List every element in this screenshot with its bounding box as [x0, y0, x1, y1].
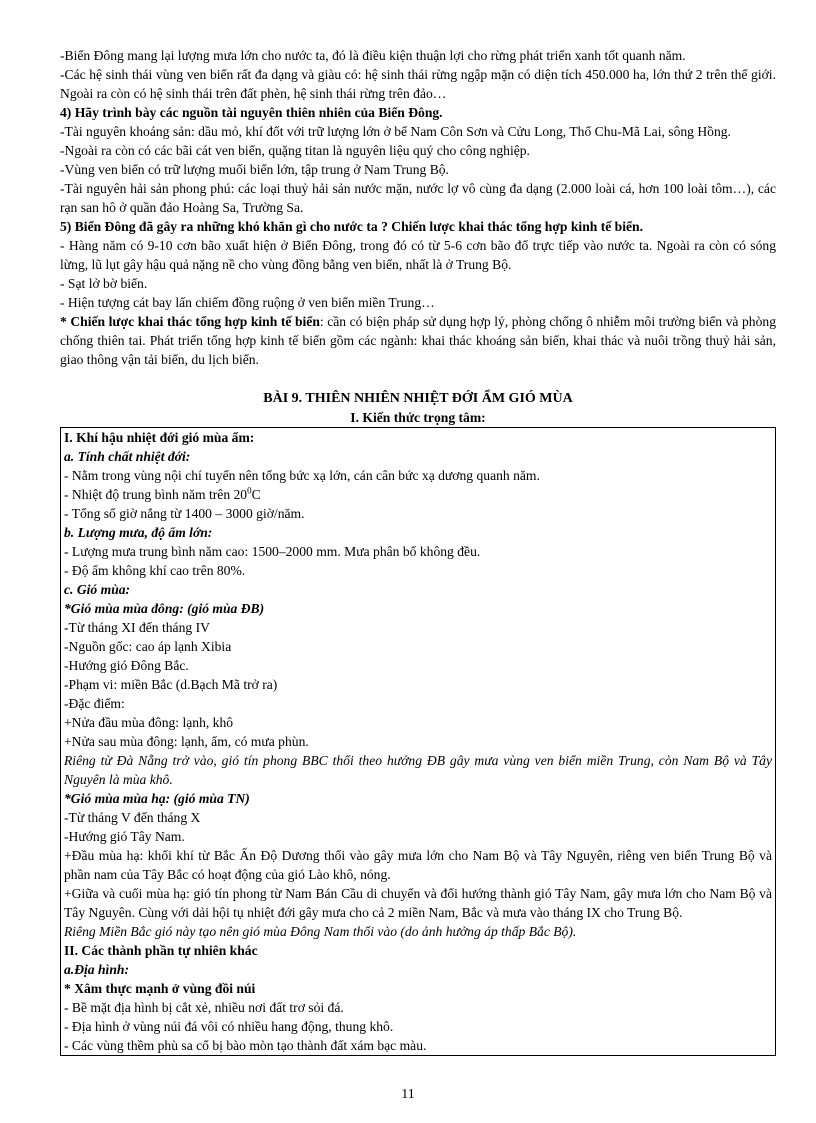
superscript: 0 — [247, 485, 252, 496]
subsection-heading: a. Tính chất nhiệt đới: — [64, 449, 191, 464]
list-item: -Phạm vi: miền Bắc (d.Bạch Mã trở ra) — [64, 677, 278, 692]
paragraph: -Tài nguyên khoáng sản: dầu mỏ, khí đốt với trữ lượng lớn ở bể Nam Côn Sơn và Cửu Long, Thổ Chu-Mã Lai, sông Hồng. — [60, 124, 731, 139]
list-item: -Nguồn gốc: cao áp lạnh Xibia — [64, 639, 232, 654]
lesson-subtitle: I. Kiến thức trọng tâm: — [350, 410, 486, 425]
list-item: -Đặc điểm: — [64, 696, 125, 711]
section-heading: I. Khí hậu nhiệt đới gió mùa ẩm: — [64, 430, 255, 445]
paragraph: - Sạt lở bờ biển. — [60, 276, 148, 291]
note: Riêng từ Đà Nẵng trở vào, gió tín phong BBC thổi theo hướng ĐB gây mưa vùng ven biển miền Trung, còn Nam Bộ và Tây Nguyên là mùa khô. — [64, 753, 772, 787]
paragraph: -Tài nguyên hải sản phong phú: các loại thuỷ hải sản nước mặn, nước lợ vô cùng đa dạng (2.000 loài cá, hơn 100 loài tôm…), các rạn san hô ở quần đảo Hoàng Sa, Trường Sa. — [60, 181, 776, 215]
list-item: - Bề mặt địa hình bị cắt xẻ, nhiều nơi đất trơ sỏi đá. — [64, 1000, 344, 1015]
list-item: +Đầu mùa hạ: khối khí từ Bắc Ấn Độ Dương thổi vào gây mưa lớn cho Nam Bộ và Tây Nguyên, riêng ven biển Trung Bộ và phần nam của Tây Bắc có hoạt động của gió Lào khô, nóng. — [64, 848, 772, 882]
list-item: +Nửa đầu mùa đông: lạnh, khô — [64, 715, 234, 730]
strategy-text: : cần có biện pháp sử dụng hợp lý, phòng chống ô nhiễm môi trường biển và phòng chống thiên tai. Phát triển tổng hợp kinh tế biển gồm các ngành: khai thác khoáng sản biển, khai thác và nuôi trồng thuỷ hải sản, giao thông vận tải biển, du lịch biển. — [60, 314, 776, 367]
list-item: - Nằm trong vùng nội chí tuyến nên tổng bức xạ lớn, cán cân bức xạ dương quanh năm. — [64, 468, 540, 483]
question-heading: 5) Biển Đông đã gây ra những khó khăn gì cho nước ta ? Chiến lược khai thác tổng hợp kinh tế biển. — [60, 219, 643, 234]
list-item-text: C — [251, 487, 261, 502]
monsoon-heading: *Gió mùa mùa hạ: (gió mùa TN) — [64, 791, 250, 806]
paragraph: - Hiện tượng cát bay lấn chiếm đồng ruộng ở ven biển miền Trung… — [60, 295, 435, 310]
list-item: - Địa hình ở vùng núi đá vôi có nhiều hang động, thung khô. — [64, 1019, 394, 1034]
subsection-heading: c. Gió mùa: — [64, 582, 131, 597]
list-item: +Nửa sau mùa đông: lạnh, ẩm, có mưa phùn. — [64, 734, 309, 749]
paragraph: - Hàng năm có 9-10 cơn bão xuất hiện ở Biển Đông, trong đó có từ 5-6 cơn bão đổ trực tiếp vào nước ta. Ngoài ra còn có sóng lừng, lũ lụt gây hậu quả nặng nề cho vùng đồng bằng ven biển, nhất là ở Trung Bộ. — [60, 238, 776, 272]
paragraph: -Các hệ sinh thái vùng ven biển rất đa dạng và giàu có: hệ sinh thái rừng ngập mặn có diện tích 450.000 ha, lớn thứ 2 trên thế giới. Ngoài ra còn có hệ sinh thái trên đất phèn, hệ sinh thái rừng trên đảo… — [60, 67, 776, 101]
list-item: - Độ ẩm không khí cao trên 80%. — [64, 563, 246, 578]
document-page — [60, 46, 776, 1056]
subsection-heading: b. Lượng mưa, độ ẩm lớn: — [64, 525, 213, 540]
section-heading: II. Các thành phần tự nhiên khác — [64, 943, 258, 958]
list-item: - Tổng số giờ nắng từ 1400 – 3000 giờ/năm. — [64, 506, 305, 521]
list-item: -Hướng gió Đông Bắc. — [64, 658, 189, 673]
list-item — [64, 485, 772, 504]
list-item: +Giữa và cuối mùa hạ: gió tín phong từ Nam Bán Cầu di chuyển và đổi hướng thành gió Tây Nam, gây mưa lớn cho Nam Bộ và Tây Nguyên. Cùng với dải hội tụ nhiệt đới gây mưa cho cả 2 miền Nam, Bắc và mưa vào tháng IX cho Trung Bộ. — [64, 886, 772, 920]
paragraph: -Biển Đông mang lại lượng mưa lớn cho nước ta, đó là điều kiện thuận lợi cho rừng phát triển xanh tốt quanh năm. — [60, 48, 686, 63]
topic-heading: * Xâm thực mạnh ở vùng đồi núi — [64, 981, 256, 996]
list-item: - Các vùng thềm phù sa cổ bị bào mòn tạo thành đất xám bạc màu. — [64, 1038, 427, 1053]
question-heading: 4) Hãy trình bày các nguồn tài nguyên thiên nhiên của Biển Đông. — [60, 105, 443, 120]
note: Riêng Miền Bắc gió này tạo nên gió mùa Đông Nam thổi vào (do ảnh hưởng áp thấp Bắc Bộ). — [64, 924, 577, 939]
paragraph: -Ngoài ra còn có các bãi cát ven biển, quặng titan là nguyên liệu quý cho công nghiệp. — [60, 143, 530, 158]
list-item: - Lượng mưa trung bình năm cao: 1500–2000 mm. Mưa phân bố không đều. — [64, 544, 481, 559]
paragraph — [60, 312, 776, 369]
list-item: -Hướng gió Tây Nam. — [64, 829, 185, 844]
key-knowledge-box — [60, 427, 776, 1056]
monsoon-heading: *Gió mùa mùa đông: (gió mùa ĐB) — [64, 601, 265, 616]
paragraph: -Vùng ven biển có trữ lượng muối biển lớn, tập trung ở Nam Trung Bộ. — [60, 162, 449, 177]
list-item-text: - Nhiệt độ trung bình năm trên 20 — [64, 487, 248, 502]
strategy-label: * Chiến lược khai thác tổng hợp kinh tế biển — [60, 314, 320, 329]
list-item: -Từ tháng V đến tháng X — [64, 810, 201, 825]
subsection-heading: a.Địa hình: — [64, 962, 129, 977]
page-number: 11 — [401, 1087, 415, 1102]
lesson-title: BÀI 9. THIÊN NHIÊN NHIỆT ĐỚI ẨM GIÓ MÙA — [263, 391, 573, 406]
list-item: -Từ tháng XI đến tháng IV — [64, 620, 210, 635]
